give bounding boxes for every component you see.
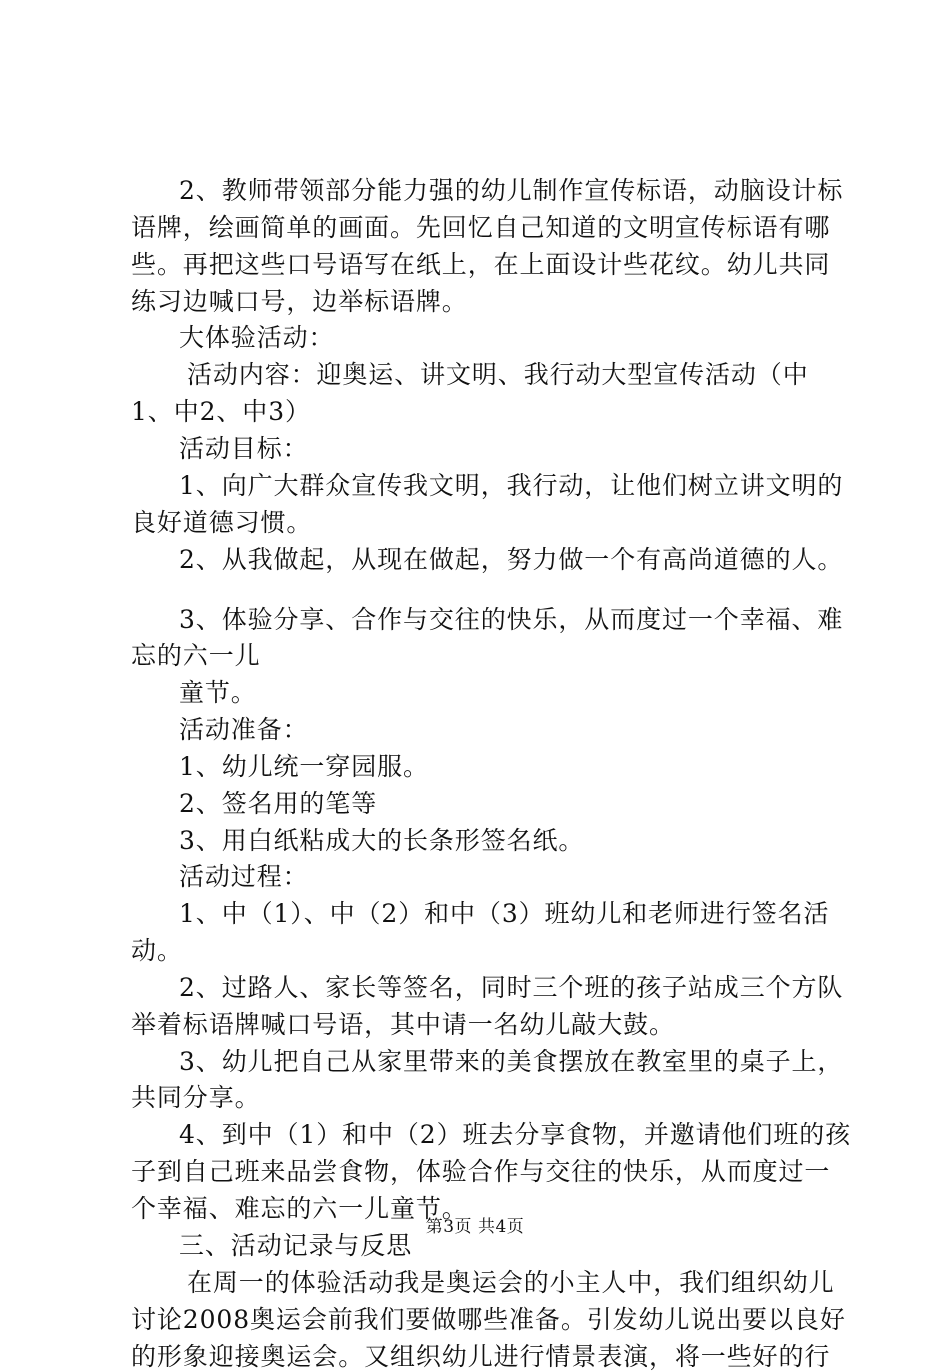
text-line: 大体验活动： [179, 323, 335, 352]
text-line: 讨论2008奥运会前我们要做哪些准备。引发幼儿说出要以良好 [131, 1305, 846, 1334]
text-line: 童节。 [179, 678, 257, 707]
text-line: 活动目标： [179, 434, 309, 463]
text-line: 练习边喊口号，边举标语牌。 [131, 287, 468, 316]
text-line: 3、体验分享、合作与交往的快乐，从而度过一个幸福、难 [179, 605, 844, 634]
text-line: 活动准备： [179, 715, 309, 744]
text-line: 动。 [131, 936, 183, 965]
text-line: 活动内容：迎奥运、讲文明、我行动大型宣传活动（中 [187, 360, 809, 389]
text-line: 2、教师带领部分能力强的幼儿制作宣传标语，动脑设计标 [179, 176, 844, 205]
text-line: 三、活动记录与反思 [179, 1231, 413, 1260]
text-line: 1、向广大群众宣传我文明，我行动，让他们树立讲文明的 [179, 471, 844, 500]
text-line: 共同分享。 [131, 1083, 261, 1112]
text-line: 2、过路人、家长等签名，同时三个班的孩子站成三个方队 [179, 973, 844, 1002]
text-line: 良好道德习惯。 [131, 508, 313, 537]
text-line: 活动过程： [179, 862, 309, 891]
text-line: 3、用白纸粘成大的长条形签名纸。 [179, 826, 585, 855]
text-line: 些。再把这些口号语写在纸上，在上面设计些花纹。幼儿共同 [131, 250, 831, 279]
text-line: 举着标语牌喊口号语，其中请一名幼儿敲大鼓。 [131, 1010, 675, 1039]
text-line: 1、中（1）、中（2）和中（3）班幼儿和老师进行签名活 [179, 899, 830, 928]
text-line: 语牌，绘画简单的画面。先回忆自己知道的文明宣传标语有哪 [131, 213, 831, 242]
text-line: 1、幼儿统一穿园服。 [179, 752, 429, 781]
text-line: 1、中2、中3） [131, 397, 311, 426]
text-line: 4、到中（1）和中（2）班去分享食物，并邀请他们班的孩 [179, 1120, 852, 1149]
text-line: 忘的六一儿 [131, 641, 261, 670]
text-line: 在周一的体验活动我是奥运会的小主人中，我们组织幼儿 [187, 1268, 835, 1297]
text-line: 个幸福、难忘的六一儿童节。 [131, 1194, 468, 1223]
text-line: 子到自己班来品尝食物，体验合作与交往的快乐，从而度过一 [131, 1157, 831, 1186]
text-line: 2、签名用的笔等 [179, 789, 378, 818]
text-line: 的形象迎接奥运会。又组织幼儿进行情景表演，将一些好的行 [131, 1342, 831, 1371]
text-line: 3、幼儿把自己从家里带来的美食摆放在教室里的桌子上， [179, 1047, 844, 1076]
text-line: 2、从我做起，从现在做起，努力做一个有高尚道德的人。 [179, 545, 844, 574]
page-number-footer: 第3页 共4页 [425, 1217, 525, 1237]
